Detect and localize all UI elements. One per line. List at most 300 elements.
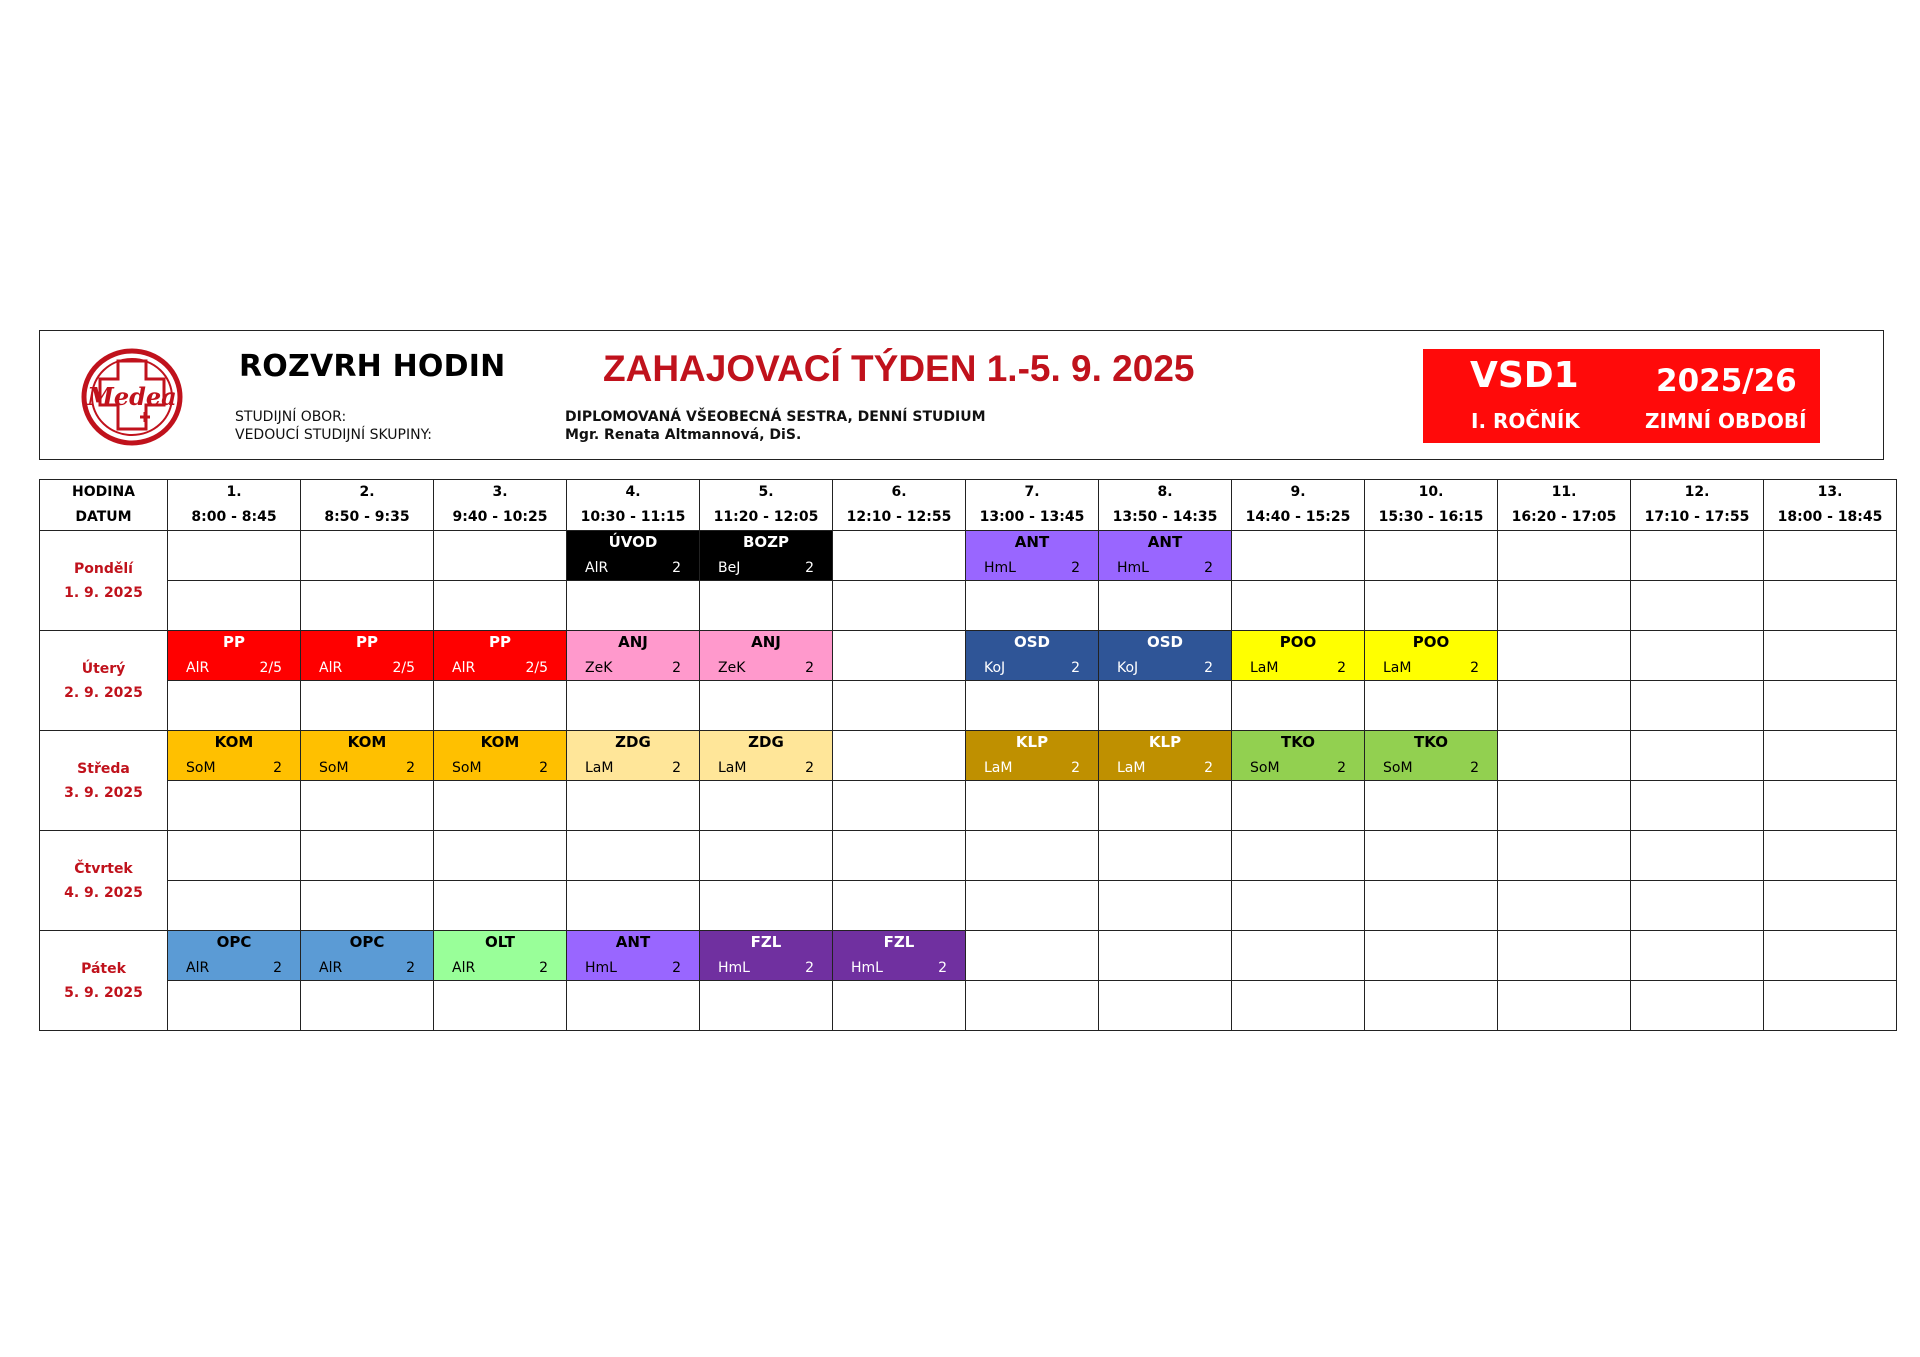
lesson-block (700, 731, 832, 780)
empty-cell (1764, 531, 1897, 581)
lesson-block (434, 631, 566, 680)
lesson-cell (168, 931, 301, 981)
empty-cell (301, 781, 434, 831)
period-number: 6. (891, 484, 907, 500)
empty-cell (1631, 731, 1764, 781)
lesson-cell (301, 731, 434, 781)
timetable-body (40, 531, 1897, 1031)
school-year: 2025/26 (1656, 363, 1797, 399)
period-time: 14:40 - 15:25 (1245, 509, 1351, 525)
empty-cell (966, 581, 1099, 631)
empty-cell (1232, 831, 1365, 881)
lesson-teacher: LaM (585, 760, 614, 776)
study-field-label: STUDIJNÍ OBOR: (235, 409, 347, 425)
empty-cell (1764, 931, 1897, 981)
empty-cell (1498, 531, 1631, 581)
period-header (1099, 480, 1232, 531)
empty-cell (1232, 681, 1365, 731)
day-row-secondary (40, 681, 1897, 731)
lesson-teacher: ZeK (585, 660, 613, 676)
lesson-cell (434, 731, 567, 781)
empty-cell (1631, 531, 1764, 581)
lesson-subject: ANT (1014, 533, 1050, 551)
study-field-value: DIPLOMOVANÁ VŠEOBECNÁ SESTRA, DENNÍ STUDIUM (565, 409, 986, 425)
lesson-room: 2 (672, 660, 681, 676)
lesson-block (567, 731, 699, 780)
lesson-cell (434, 931, 567, 981)
period-time: 16:20 - 17:05 (1511, 509, 1617, 525)
period-header (966, 480, 1099, 531)
empty-cell (567, 881, 700, 931)
lesson-teacher: AlR (319, 660, 343, 676)
lesson-teacher: LaM (984, 760, 1013, 776)
empty-cell (1631, 931, 1764, 981)
empty-cell (1498, 881, 1631, 931)
lesson-room: 2 (539, 760, 548, 776)
lesson-cell (434, 631, 567, 681)
lesson-block (567, 931, 699, 980)
empty-cell (833, 681, 966, 731)
empty-cell (833, 581, 966, 631)
lesson-subject: FZL (883, 933, 915, 951)
period-time: 17:10 - 17:55 (1644, 509, 1750, 525)
day-row-secondary (40, 581, 1897, 631)
day-row-secondary (40, 981, 1897, 1031)
period-header (1764, 480, 1897, 531)
lesson-subject: TKO (1414, 733, 1448, 751)
period-time: 10:30 - 11:15 (580, 509, 686, 525)
empty-cell (1764, 731, 1897, 781)
empty-cell (1631, 981, 1764, 1031)
empty-cell (833, 831, 966, 881)
day-row (40, 931, 1897, 981)
empty-cell (567, 581, 700, 631)
empty-cell (700, 781, 833, 831)
lesson-block (1099, 631, 1231, 680)
lesson-subject: ZDG (615, 733, 651, 751)
lesson-subject: TKO (1281, 733, 1315, 751)
empty-cell (966, 981, 1099, 1031)
lesson-teacher: LaM (1383, 660, 1412, 676)
empty-cell (434, 531, 567, 581)
lesson-subject: OLT (484, 933, 516, 951)
empty-cell (1099, 581, 1232, 631)
lesson-room: 2 (539, 960, 548, 976)
lesson-block (1232, 731, 1364, 780)
lesson-room: 2/5 (392, 660, 415, 676)
lesson-subject: OSD (1013, 633, 1050, 651)
lesson-subject: ZDG (748, 733, 784, 751)
lesson-teacher: SoM (319, 760, 349, 776)
empty-cell (1764, 681, 1897, 731)
lesson-teacher: HmL (984, 560, 1016, 576)
empty-cell (434, 681, 567, 731)
lesson-block (1365, 731, 1497, 780)
empty-cell (1764, 881, 1897, 931)
period-header (1365, 480, 1498, 531)
empty-cell (1498, 731, 1631, 781)
empty-cell (1365, 781, 1498, 831)
lesson-cell (1099, 731, 1232, 781)
lesson-teacher: LaM (1250, 660, 1279, 676)
period-time: 18:00 - 18:45 (1777, 509, 1883, 525)
empty-cell (1631, 681, 1764, 731)
hour-label: HODINA (72, 484, 135, 500)
lesson-room: 2/5 (525, 660, 548, 676)
empty-cell (1631, 781, 1764, 831)
day-date: 1. 9. 2025 (64, 584, 143, 601)
empty-cell (833, 731, 966, 781)
period-header (567, 480, 700, 531)
empty-cell (1764, 781, 1897, 831)
day-date: 2. 9. 2025 (64, 684, 143, 701)
empty-cell (1764, 581, 1897, 631)
empty-cell (966, 781, 1099, 831)
period-number: 13. (1817, 484, 1843, 500)
lesson-block (1365, 631, 1497, 680)
lesson-subject: BOZP (742, 533, 790, 551)
lesson-teacher: AlR (452, 660, 476, 676)
lesson-cell (168, 731, 301, 781)
empty-cell (1365, 531, 1498, 581)
empty-cell (1099, 681, 1232, 731)
empty-cell (1498, 981, 1631, 1031)
day-date: 3. 9. 2025 (64, 784, 143, 801)
day-label (40, 931, 168, 1031)
lesson-teacher: HmL (1117, 560, 1149, 576)
lesson-block (168, 931, 300, 980)
lesson-block (1232, 631, 1364, 680)
empty-cell (301, 981, 434, 1031)
lesson-subject: KLP (1148, 733, 1182, 751)
day-label (40, 531, 168, 631)
empty-cell (1365, 881, 1498, 931)
lesson-subject: ANJ (751, 633, 781, 651)
lesson-cell (833, 931, 966, 981)
period-header-row (40, 480, 1897, 531)
empty-cell (1232, 981, 1365, 1031)
period-time: 12:10 - 12:55 (846, 509, 952, 525)
group-leader-label: VEDOUCÍ STUDIJNÍ SKUPINY: (235, 427, 432, 443)
lesson-subject: KOM (480, 733, 520, 751)
lesson-block (966, 531, 1098, 580)
period-header (833, 480, 966, 531)
lesson-teacher: SoM (186, 760, 216, 776)
lesson-room: 2 (672, 760, 681, 776)
empty-cell (1232, 881, 1365, 931)
lesson-cell (1099, 631, 1232, 681)
lesson-room: 2 (805, 560, 814, 576)
empty-cell (833, 881, 966, 931)
lesson-room: 2 (938, 960, 947, 976)
period-header (301, 480, 434, 531)
empty-cell (567, 781, 700, 831)
empty-cell (833, 781, 966, 831)
lesson-cell (301, 631, 434, 681)
lesson-room: 2 (672, 560, 681, 576)
period-number: 10. (1418, 484, 1444, 500)
lesson-block (301, 731, 433, 780)
lesson-room: 2 (805, 760, 814, 776)
lesson-room: 2 (1204, 560, 1213, 576)
lesson-teacher: SoM (1383, 760, 1413, 776)
empty-cell (1498, 931, 1631, 981)
day-label (40, 731, 168, 831)
empty-cell (168, 681, 301, 731)
empty-cell (1498, 631, 1631, 681)
period-number: 4. (625, 484, 641, 500)
empty-cell (301, 531, 434, 581)
lesson-block (966, 631, 1098, 680)
period-time: 11:20 - 12:05 (713, 509, 819, 525)
lesson-room: 2 (1470, 760, 1479, 776)
lesson-room: 2 (406, 960, 415, 976)
lesson-block (434, 731, 566, 780)
lesson-room: 2 (1337, 660, 1346, 676)
empty-cell (1764, 831, 1897, 881)
empty-cell (168, 831, 301, 881)
lesson-block (168, 731, 300, 780)
lesson-cell (567, 731, 700, 781)
empty-cell (1631, 631, 1764, 681)
lesson-subject: POO (1279, 633, 1317, 651)
lesson-block (301, 631, 433, 680)
lesson-room: 2 (1337, 760, 1346, 776)
lesson-room: 2 (1470, 660, 1479, 676)
lesson-subject: OSD (1146, 633, 1183, 651)
lesson-teacher: AlR (452, 960, 476, 976)
day-name: Středa (77, 760, 130, 777)
period-time: 8:50 - 9:35 (324, 509, 410, 525)
empty-cell (434, 981, 567, 1031)
day-row (40, 631, 1897, 681)
day-row-secondary (40, 881, 1897, 931)
lesson-block (700, 931, 832, 980)
lesson-subject: PP (356, 633, 378, 651)
period-time: 9:40 - 10:25 (452, 509, 548, 525)
period-time: 13:50 - 14:35 (1112, 509, 1218, 525)
empty-cell (1365, 981, 1498, 1031)
empty-cell (966, 931, 1099, 981)
lesson-cell (966, 731, 1099, 781)
lesson-teacher: KoJ (984, 660, 1006, 676)
empty-cell (434, 881, 567, 931)
empty-cell (1498, 581, 1631, 631)
group-leader-value: Mgr. Renata Altmannová, DiS. (565, 427, 802, 443)
day-name: Čtvrtek (74, 860, 133, 877)
day-row (40, 831, 1897, 881)
period-number: 7. (1024, 484, 1040, 500)
lesson-teacher: KoJ (1117, 660, 1139, 676)
lesson-room: 2 (805, 660, 814, 676)
lesson-block (567, 531, 699, 580)
empty-cell (966, 881, 1099, 931)
document-title: ROZVRH HODIN (239, 349, 506, 384)
period-number: 12. (1684, 484, 1710, 500)
lesson-block (833, 931, 965, 980)
empty-cell (1631, 831, 1764, 881)
lesson-block (301, 931, 433, 980)
lesson-subject: KOM (214, 733, 254, 751)
period-number: 5. (758, 484, 774, 500)
empty-cell (567, 831, 700, 881)
lesson-teacher: AlR (186, 660, 210, 676)
empty-cell (1099, 831, 1232, 881)
class-info-box (1423, 349, 1820, 443)
lesson-block (567, 631, 699, 680)
logo-text: Medea (87, 382, 177, 411)
period-number: 1. (226, 484, 242, 500)
lesson-subject: ÚVOD (608, 533, 658, 551)
day-label (40, 631, 168, 731)
lesson-cell (1365, 631, 1498, 681)
empty-cell (700, 681, 833, 731)
empty-cell (1099, 981, 1232, 1031)
lesson-room: 2 (273, 960, 282, 976)
lesson-subject: KLP (1015, 733, 1049, 751)
lesson-cell (567, 931, 700, 981)
lesson-teacher: HmL (585, 960, 617, 976)
lesson-cell (1099, 531, 1232, 581)
lesson-cell (567, 631, 700, 681)
empty-cell (567, 681, 700, 731)
day-row-secondary (40, 781, 1897, 831)
lesson-room: 2/5 (259, 660, 282, 676)
empty-cell (1232, 581, 1365, 631)
lesson-room: 2 (1071, 760, 1080, 776)
lesson-block (966, 731, 1098, 780)
lesson-cell (700, 731, 833, 781)
empty-cell (301, 681, 434, 731)
lesson-cell (1232, 631, 1365, 681)
period-number: 11. (1551, 484, 1577, 500)
day-date: 5. 9. 2025 (64, 984, 143, 1001)
empty-cell (1365, 931, 1498, 981)
lesson-teacher: HmL (718, 960, 750, 976)
schedule-header (39, 330, 1884, 460)
lesson-room: 2 (672, 960, 681, 976)
empty-cell (434, 581, 567, 631)
lesson-teacher: LaM (1117, 760, 1146, 776)
empty-cell (966, 831, 1099, 881)
empty-cell (1365, 681, 1498, 731)
lesson-block (1099, 731, 1231, 780)
lesson-cell (700, 931, 833, 981)
lesson-subject: PP (223, 633, 245, 651)
empty-cell (1232, 931, 1365, 981)
lesson-cell (1232, 731, 1365, 781)
empty-cell (168, 881, 301, 931)
lesson-room: 2 (1204, 660, 1213, 676)
day-name: Pondělí (74, 560, 133, 577)
empty-cell (168, 981, 301, 1031)
term-label: ZIMNÍ OBDOBÍ (1645, 409, 1807, 433)
empty-cell (1365, 831, 1498, 881)
date-label: DATUM (75, 509, 132, 525)
lesson-teacher: AlR (186, 960, 210, 976)
empty-cell (434, 831, 567, 881)
day-date: 4. 9. 2025 (64, 884, 143, 901)
lesson-room: 2 (1204, 760, 1213, 776)
empty-cell (1099, 931, 1232, 981)
empty-cell (567, 981, 700, 1031)
empty-cell (833, 631, 966, 681)
grade-label: I. ROČNÍK (1471, 409, 1580, 433)
period-header (1498, 480, 1631, 531)
empty-cell (1764, 631, 1897, 681)
lesson-block (168, 631, 300, 680)
empty-cell (301, 881, 434, 931)
lesson-cell (966, 531, 1099, 581)
lesson-subject: PP (489, 633, 511, 651)
empty-cell (700, 581, 833, 631)
empty-cell (301, 831, 434, 881)
empty-cell (966, 681, 1099, 731)
period-time: 13:00 - 13:45 (979, 509, 1085, 525)
period-number: 8. (1157, 484, 1173, 500)
empty-cell (1631, 581, 1764, 631)
lesson-subject: FZL (750, 933, 782, 951)
period-header (1631, 480, 1764, 531)
lesson-block (434, 931, 566, 980)
lesson-teacher: AlR (585, 560, 609, 576)
lesson-room: 2 (406, 760, 415, 776)
lesson-room: 2 (1071, 660, 1080, 676)
empty-cell (1498, 831, 1631, 881)
empty-cell (1232, 531, 1365, 581)
lesson-subject: ANJ (618, 633, 648, 651)
empty-cell (168, 781, 301, 831)
lesson-cell (700, 631, 833, 681)
lesson-subject: ANT (615, 933, 651, 951)
lesson-teacher: LaM (718, 760, 747, 776)
period-number: 9. (1290, 484, 1306, 500)
week-title: ZAHAJOVACÍ TÝDEN 1.-5. 9. 2025 (603, 348, 1195, 389)
period-header (700, 480, 833, 531)
empty-cell (700, 831, 833, 881)
empty-cell (833, 981, 966, 1031)
lesson-block (1099, 531, 1231, 580)
lesson-cell (1365, 731, 1498, 781)
empty-cell (1764, 981, 1897, 1031)
empty-cell (1365, 581, 1498, 631)
medea-logo (80, 347, 184, 447)
empty-cell (700, 881, 833, 931)
period-number: 2. (359, 484, 375, 500)
day-name: Úterý (81, 660, 126, 677)
lesson-cell (567, 531, 700, 581)
empty-cell (168, 531, 301, 581)
lesson-teacher: AlR (319, 960, 343, 976)
lesson-room: 2 (805, 960, 814, 976)
empty-cell (1498, 681, 1631, 731)
empty-cell (1232, 781, 1365, 831)
empty-cell (434, 781, 567, 831)
empty-cell (1498, 781, 1631, 831)
empty-cell (833, 531, 966, 581)
day-name: Pátek (81, 960, 126, 977)
class-code: VSD1 (1470, 355, 1579, 396)
day-row (40, 531, 1897, 581)
empty-cell (700, 981, 833, 1031)
period-header (168, 480, 301, 531)
day-row (40, 731, 1897, 781)
period-header (1232, 480, 1365, 531)
lesson-teacher: BeJ (718, 560, 741, 576)
lesson-cell (301, 931, 434, 981)
lesson-block (700, 531, 832, 580)
timetable (39, 479, 1897, 1031)
